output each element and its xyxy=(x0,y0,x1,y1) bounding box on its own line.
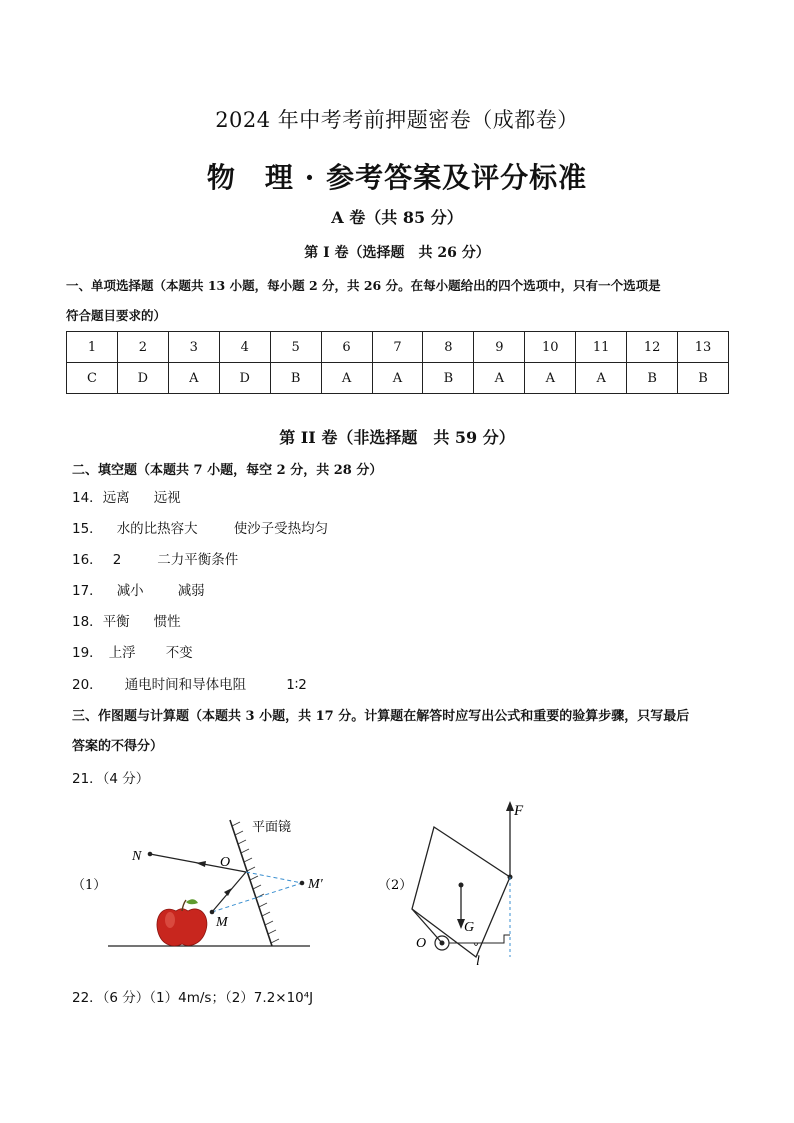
answer-number: 17． xyxy=(72,583,103,599)
label-m-prime: M′ xyxy=(308,877,323,892)
fill-answer-15 xyxy=(72,517,328,537)
answer-a: 上浮 xyxy=(108,645,136,661)
table-cell: B xyxy=(627,363,678,394)
table-cell: D xyxy=(219,363,270,394)
force-arrow-icon xyxy=(506,801,514,811)
apple-icon xyxy=(157,899,207,946)
point-m-prime xyxy=(300,881,305,886)
answer-title: 物 理 · 参考答案及评分标准 xyxy=(206,161,588,194)
answer-b: 远视 xyxy=(153,490,181,506)
section3-heading-line1: 三、作图题与计算题（本题共 3 小题，共 17 分。计算题在解答时应写出公式和重要的验算步骤，只写最后 xyxy=(72,709,690,724)
table-cell: B xyxy=(423,363,474,394)
mirror-hatching xyxy=(232,822,279,943)
table-cell: 10 xyxy=(525,332,576,363)
table-cell: 5 xyxy=(270,332,321,363)
section1-heading-line2: 符合题目要求的） xyxy=(66,308,167,323)
label-o: O xyxy=(220,855,231,870)
label-f: F xyxy=(514,803,524,819)
answer-b: 减弱 xyxy=(177,583,205,599)
answer-a: 远离 xyxy=(102,490,130,506)
section3-heading-line2: 答案的不得分） xyxy=(72,739,164,754)
table-cell: 3 xyxy=(168,332,219,363)
fill-answer-19 xyxy=(72,641,193,661)
label-m: M xyxy=(216,915,228,930)
table-cell: 2 xyxy=(117,332,168,363)
fill-answer-16 xyxy=(72,548,238,568)
table-cell: A xyxy=(576,363,627,394)
section1-heading-line1: 一、单项选择题（本题共 13 小题，每小题 2 分，共 26 分。在每小题给出的四个选项中，只有一个选项是 xyxy=(66,278,661,293)
answer-number: 19． xyxy=(72,645,103,661)
table-cell: 4 xyxy=(219,332,270,363)
table-cell: 13 xyxy=(678,332,729,363)
table-cell: A xyxy=(525,363,576,394)
answer-a: 平衡 xyxy=(102,614,130,630)
moment-arm xyxy=(449,935,510,943)
table-cell: A xyxy=(321,363,372,394)
table-cell: 6 xyxy=(321,332,372,363)
fill-answer-20 xyxy=(72,673,307,693)
answer-table-numbers-row xyxy=(67,332,729,363)
answer-b: 1∶2 xyxy=(286,677,307,693)
table-cell: C xyxy=(67,363,118,394)
exam-title: 2024 年中考考前押题密卷（成都卷） xyxy=(215,108,579,132)
answer-b: 使沙子受热均匀 xyxy=(233,521,329,537)
fill-answer-17 xyxy=(72,579,205,599)
mirror-reflection-figure xyxy=(70,808,330,958)
fill-answer-18 xyxy=(72,610,181,630)
figure-2-label: （2） xyxy=(378,878,413,893)
table-cell: 9 xyxy=(474,332,525,363)
label-g: G xyxy=(464,920,475,935)
answer-b: 二力平衡条件 xyxy=(157,552,239,568)
part-i-heading: 第 I 卷（选择题 共 26 分） xyxy=(304,245,490,261)
answer-number: 16． xyxy=(72,552,103,568)
point-m xyxy=(210,910,215,915)
part-a-heading: A 卷（共 85 分） xyxy=(331,208,463,227)
section2-heading: 二、填空题（本题共 7 小题，每空 2 分，共 28 分） xyxy=(72,463,383,478)
point-n xyxy=(148,852,153,857)
answer-b: 不变 xyxy=(165,645,193,661)
answer-a: 水的比热容大 xyxy=(116,521,198,537)
question-22-answer: 22．（6 分）（1）4m/s；（2）7.2×10⁴J xyxy=(72,990,314,1006)
answer-number: 15． xyxy=(72,521,103,537)
pivot-center xyxy=(440,941,445,946)
table-cell: 8 xyxy=(423,332,474,363)
table-cell: 12 xyxy=(627,332,678,363)
answer-b: 惯性 xyxy=(153,614,181,630)
table-cell: 7 xyxy=(372,332,423,363)
part-ii-heading: 第 II 卷（非选择题 共 59 分） xyxy=(279,428,515,447)
answer-number: 18． xyxy=(72,614,103,630)
label-pivot-o: O xyxy=(416,936,427,951)
table-cell: A xyxy=(168,363,219,394)
table-cell: D xyxy=(117,363,168,394)
incident-arrow-icon xyxy=(224,888,232,896)
label-l: l xyxy=(476,954,480,969)
table-cell: B xyxy=(270,363,321,394)
answer-number: 14． xyxy=(72,490,103,506)
figure-1-label: （1） xyxy=(72,878,107,893)
answer-a: 减小 xyxy=(116,583,144,599)
mirror-label: 平面镜 xyxy=(252,820,292,835)
table-cell: 11 xyxy=(576,332,627,363)
question-21-label: 21．（4 分） xyxy=(72,771,150,787)
answer-a: 通电时间和导体电阻 xyxy=(124,677,247,693)
answer-a: 2 xyxy=(112,552,122,568)
table-cell: 1 xyxy=(67,332,118,363)
answer-table xyxy=(66,331,729,394)
reflected-arrow-icon xyxy=(196,861,206,867)
answer-number: 20． xyxy=(72,677,103,693)
table-cell: A xyxy=(474,363,525,394)
answer-table-answers-row xyxy=(67,363,729,394)
lever-force-figure xyxy=(378,795,548,970)
fill-answer-14 xyxy=(72,486,181,506)
label-n: N xyxy=(132,849,142,864)
table-cell: A xyxy=(372,363,423,394)
table-cell: B xyxy=(678,363,729,394)
